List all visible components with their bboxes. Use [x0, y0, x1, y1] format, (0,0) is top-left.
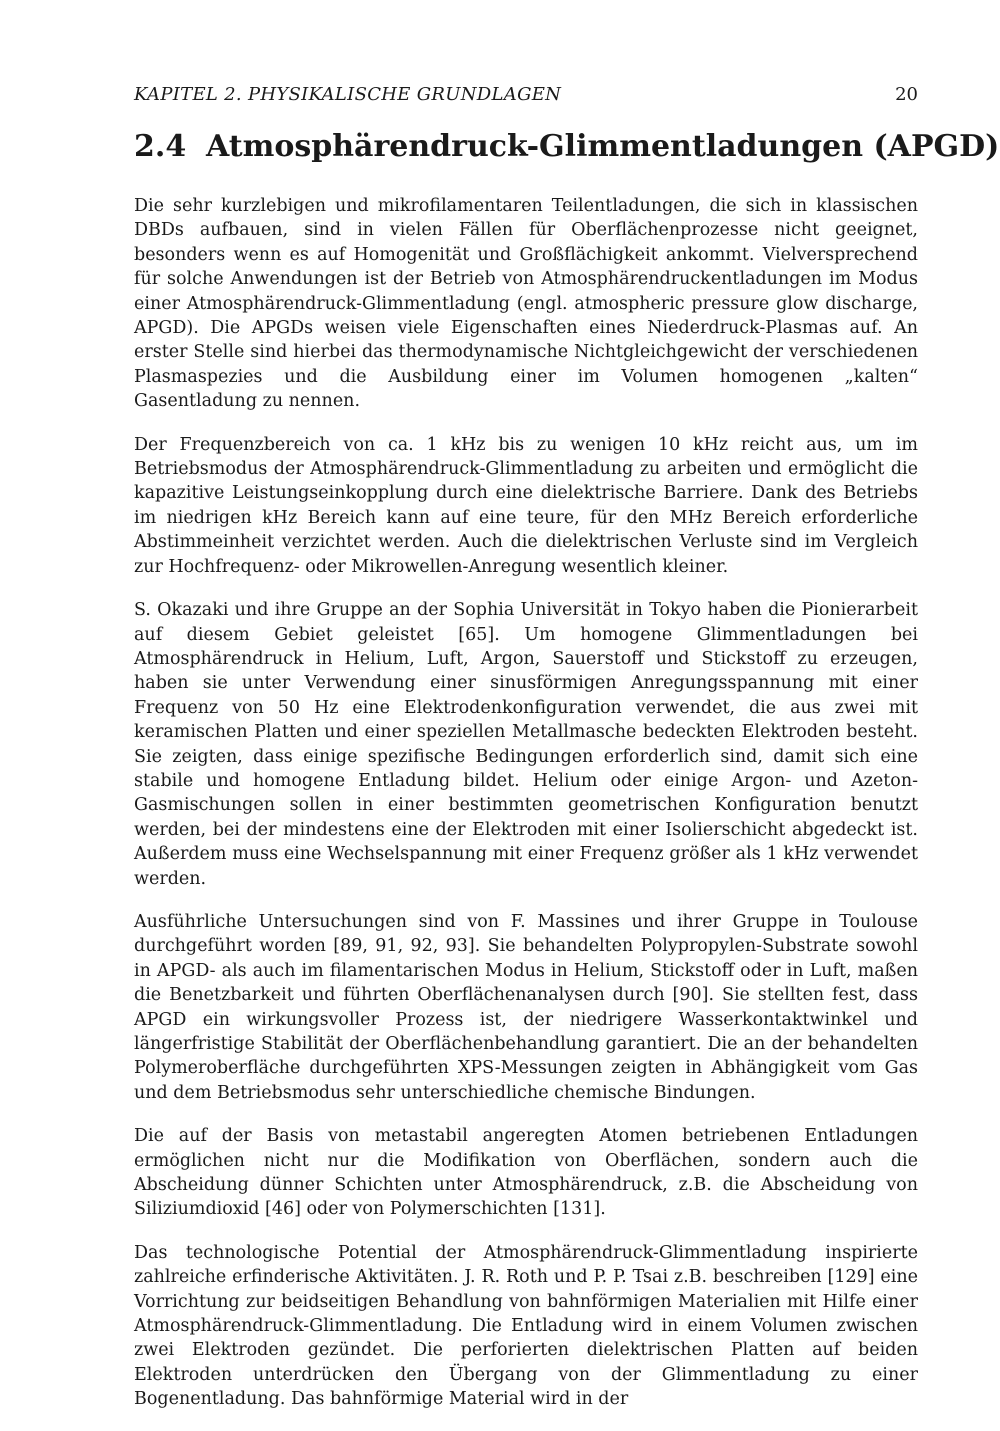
section-number: 2.4: [134, 129, 187, 164]
chapter-title: KAPITEL 2. PHYSIKALISCHE GRUNDLAGEN: [134, 84, 562, 105]
paragraph: Der Frequenzbereich von ca. 1 kHz bis zu wenigen 10 kHz reicht aus, um im Betriebsmodus der Atmosphärendruck-Glimmentladung zu arbeiten und ermöglicht die kapazitive Leistungseinkopplung durch eine dielektrische Barriere. Dank des Betriebs im niedrigen kHz Bereich kann auf eine teure, für den MHz Bereich erforderliche Abstimmeinheit verzichtet werden. Auch die dielektrischen Verluste sind im Vergleich zur Hochfrequenz- oder Mikrowellen-Anregung wesentlich kleiner.: [134, 434, 918, 577]
running-header: [134, 84, 918, 106]
paragraph: Ausführliche Untersuchungen sind von F. Massines und ihrer Gruppe in Toulouse durchgeführt worden [89, 91, 92, 93]. Sie behandelten Polypropylen-Substrate sowohl in APGD- als auch im filamentarischen Modus in Helium, Stickstoff oder in Luft, maßen die Benetzbarkeit und führten Oberflächenanalysen durch [90]. Sie stellten fest, dass APGD ein wirkungsvoller Prozess ist, der niedrigere Wasserkontaktwinkel und längerfristige Stabilität der Oberflächenbehandlung garantiert. Die an der behandelten Polymeroberfläche durchgeführten XPS-Messungen zeigten in Abhängigkeit vom Gas und dem Betriebsmodus sehr unterschiedliche chemische Bindungen.: [134, 911, 918, 1103]
section-title: Atmosphärendruck-Glimmentladungen (APGD): [206, 129, 1000, 164]
page-number: 20: [895, 84, 918, 105]
paragraph: S. Okazaki und ihre Gruppe an der Sophia Universität in Tokyo haben die Pionierarbeit auf diesem Gebiet geleistet [65]. Um homogene Glimmentladungen bei Atmosphärendruck in Helium, Luft, Argon, Sauerstoff und Stickstoff zu erzeugen, haben sie unter Verwendung einer sinusförmigen Anregungsspannung mit einer Frequenz von 50 Hz eine Elektrodenkonfiguration verwendet, die aus zwei mit keramischen Platten und einer speziellen Metallmasche bedeckten Elektroden besteht. Sie zeigten, dass einige spezifische Bedingungen erforderlich sind, damit sich eine stabile und homogene Entladung bildet. Helium oder einige Argon- und Azeton-Gasmischungen sollen in einer bestimmten geometrischen Konfiguration benutzt werden, bei der mindestens eine der Elektroden mit einer Isolierschicht abgedeckt ist. Außerdem muss eine Wechselspannung mit einer Frequenz größer als 1 kHz verwendet werden.: [134, 600, 918, 889]
paragraph: Die sehr kurzlebigen und mikrofilamentaren Teilentladungen, die sich in klassischen DBDs aufbauen, sind in vielen Fällen für Oberflächenprozesse nicht geeignet, besonders wenn es auf Homogenität und Großflächigkeit ankommt. Vielversprechend für solche Anwendungen ist der Betrieb von Atmosphärendruckentladungen im Modus einer Atmosphärendruck-Glimmentladung (engl. atmospheric pressure glow discharge, APGD). Die APGDs weisen viele Eigenschaften eines Niederdruck-Plasmas auf. An erster Stelle sind hierbei das thermodynamische Nichtgleichgewicht der verschiedenen Plasmaspezies und die Ausbildung einer im Volumen homogenen „kalten“ Gasentladung zu nennen.: [134, 196, 918, 412]
body-text: [134, 194, 918, 1431]
paragraph: Das technologische Potential der Atmosphärendruck-Glimmentladung inspirierte zahlreiche erfinderische Aktivitäten. J. R. Roth und P. P. Tsai z.B. beschreiben [129] eine Vorrichtung zur beidseitigen Behandlung von bahnförmigen Materialien mit Hilfe einer Atmosphärendruck-Glimmentladung. Die Entladung wird in einem Volumen zwischen zwei Elektroden gezündet. Die perforierten dielektrischen Platten auf beiden Elektroden unterdrücken den Übergang von der Glimmentladung zu einer Bogenentladung. Das bahnförmige Material wird in der: [134, 1242, 918, 1410]
section-heading: [134, 128, 1000, 166]
paragraph: Die auf der Basis von metastabil angeregten Atomen betriebenen Entladungen ermöglichen nicht nur die Modifikation von Oberflächen, sondern auch die Abscheidung dünner Schichten unter Atmosphärendruck, z.B. die Abscheidung von Siliziumdioxid [46] oder von Polymerschichten [131].: [134, 1126, 918, 1220]
